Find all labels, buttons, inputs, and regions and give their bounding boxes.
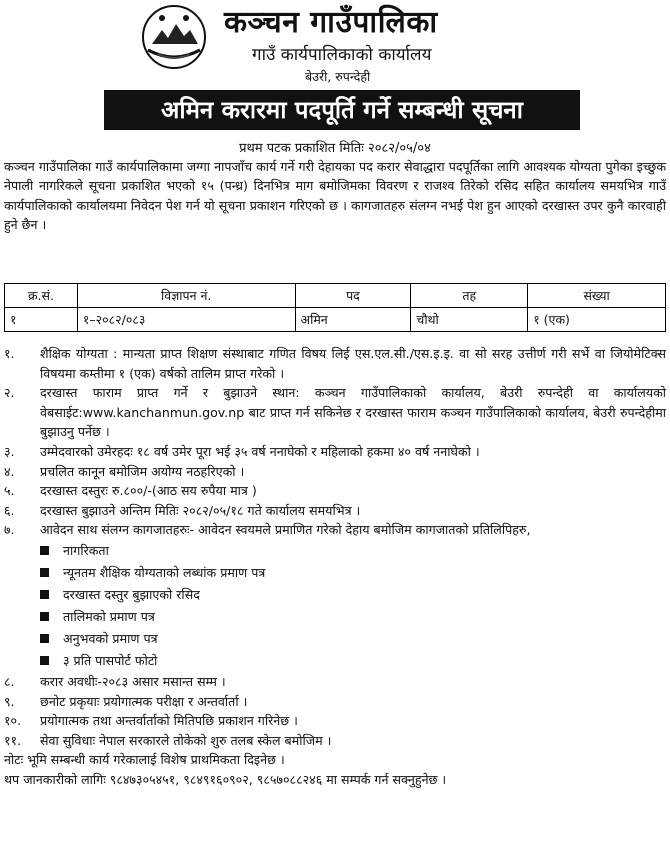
item-number: ११. xyxy=(4,732,22,748)
municipality-title: कञ्चन गाउँपालिका xyxy=(224,5,438,40)
vacancy-table xyxy=(4,283,666,332)
document-label: नागरिकता xyxy=(63,543,109,559)
note-line: नोटः भूमि सम्बन्धी कार्य गरेकालाई विशेष प्राथमिकता दिइनेछ । xyxy=(4,752,285,768)
col-level: तह xyxy=(411,284,528,308)
item-number: १. xyxy=(4,346,15,361)
square-bullet-icon xyxy=(40,568,49,577)
contact-line: थप जानकारीको लागिः ९८४७३०५४५१, ९८४९१६०९०२, ९८५७०८८२४६ मा सम्पर्क गर्न सक्नुहुनेछ । xyxy=(4,771,447,787)
document-item xyxy=(40,628,666,650)
item-text: दरखास्त फाराम प्राप्त गर्ने र बुझाउने स्थान: कञ्चन गाउँपालिकाको कार्यालय, बेउरी रुपन्देही वा कार्यालयको वेबसाईट:www.kanchanmun.gov.np बाट प्राप्त गर्न सकिनेछ र दरखास्त फाराम कञ्चन गाउँपालिकाको कार्यालय, बेउरी रुपन्देहीमा बुझाउनु पर्नेछ । xyxy=(40,385,666,440)
item-number: ६. xyxy=(4,502,15,518)
item-text: उम्मेदवारको उमेरहदः १८ वर्ष उमेर पूरा भई ३५ वर्ष ननाघेको र महिलाको हकमा ४० वर्ष ननाघेको । xyxy=(40,443,480,459)
document-label: दरखास्त दस्तुर बुझाएको रसिद xyxy=(63,587,200,603)
requirements-list xyxy=(4,344,666,790)
square-bullet-icon xyxy=(40,546,49,555)
cell-ad-number: १–२०८२/०८३ xyxy=(77,308,295,332)
document-label: तालिमको प्रमाण पत्र xyxy=(63,609,155,625)
list-item xyxy=(4,672,666,692)
document-label: ३ प्रति पासपोर्ट फोटो xyxy=(63,653,158,669)
col-serial: क्र.सं. xyxy=(5,284,78,308)
item-number: १०. xyxy=(4,713,22,729)
col-ad-number: विज्ञापन नं. xyxy=(77,284,295,308)
publication-date: प्रथम पटक प्रकाशित मितिः २०८२/०५/०४ xyxy=(239,141,431,156)
document-item xyxy=(40,650,666,672)
square-bullet-icon xyxy=(40,634,49,643)
item-number: ७. xyxy=(4,522,15,538)
document-item xyxy=(40,606,666,628)
item-text: प्रयोगात्मक तथा अन्तर्वार्ताको मितिपछि प्रकाशन गरिनेछ । xyxy=(40,713,298,729)
list-item xyxy=(4,711,666,731)
cell-post: अमिन xyxy=(295,308,411,332)
col-count: संख्या xyxy=(528,284,666,308)
square-bullet-icon xyxy=(40,656,49,665)
list-item xyxy=(4,520,666,540)
list-item xyxy=(4,731,666,751)
square-bullet-icon xyxy=(40,612,49,621)
notice-title-banner: अमिन करारमा पदपूर्ति गर्ने सम्बन्धी सूचना xyxy=(104,90,580,130)
item-text: सेवा सुविधाः नेपाल सरकारले तोकेको शुरु तलब स्केल बमोजिम । xyxy=(40,732,332,748)
list-item xyxy=(4,442,666,462)
document-item xyxy=(40,562,666,584)
table-header-row xyxy=(5,284,666,308)
office-location: बेउरी, रुपन्देही xyxy=(305,69,371,84)
cell-serial: १ xyxy=(5,308,78,332)
item-number: ३. xyxy=(4,443,15,459)
item-number: ९. xyxy=(4,693,15,709)
item-text: आवेदन साथ संलग्न कागजातहरुः- आवेदन स्वयमले प्रमाणित गरेको देहाय बमोजिम कागजातको प्रतिलिपिहरु, xyxy=(40,522,531,538)
item-number: ५. xyxy=(4,483,15,499)
item-text: प्रचलित कानून बमोजिम अयोग्य नठहरिएको । xyxy=(40,463,245,479)
list-item xyxy=(4,692,666,712)
list-item xyxy=(4,501,666,521)
table-row xyxy=(5,308,666,332)
office-subtitle: गाउँ कार्यपालिकाको कार्यालय xyxy=(252,45,432,65)
intro-paragraph: कञ्चन गाउँपालिका गाउँ कार्यपालिकामा जग्गा नापजाँच कार्य गर्ने गरी देहायका पद करार सेवाद्धारा पदपूर्तिका लागि आवश्यक योग्यता पुगेका इच्छुक नेपाली नागरिकले सूचना प्रकाशित भएको १५ (पन्ध्र) दिनभित्र माग बमोजिमका विवरण र राजश्व तिरेको रसिद सहित कार्यालय समयभित्र गाउँ कार्यपालिकाको कार्यालयमा निवेदन पेश गर्न यो सूचना प्रकाशन गरिएको छ । कागजातहरु संलग्न नभई पेश हुन आएको दरखास्त उपर कुनै कारवाही हुने छैन । xyxy=(4,159,666,233)
list-item xyxy=(4,344,666,383)
document-checklist xyxy=(40,540,666,672)
list-item xyxy=(4,383,666,442)
item-number: ८. xyxy=(4,673,15,689)
col-post: पद xyxy=(295,284,411,308)
document-item xyxy=(40,540,666,562)
cell-level: चौथो xyxy=(411,308,528,332)
item-text: दरखास्त बुझाउने अन्तिम मितिः २०८२/०५/१८ गते कार्यालय समयभित्र । xyxy=(40,502,361,518)
document-label: अनुभवको प्रमाण पत्र xyxy=(63,631,158,647)
document-item xyxy=(40,584,666,606)
list-item xyxy=(4,462,666,482)
item-text: छनोट प्रकृयाः प्रयोगात्मक परीक्षा र अन्तर्वार्ता । xyxy=(40,693,248,709)
nepal-emblem-icon xyxy=(138,4,210,70)
item-number: ४. xyxy=(4,463,15,479)
item-text: दरखास्त दस्तुरः रु.८००/-(आठ सय रुपैया मात्र ) xyxy=(40,483,257,499)
item-number: २. xyxy=(4,385,15,401)
document-label: न्यूनतम शैक्षिक योग्यताको लब्धांक प्रमाण पत्र xyxy=(63,565,266,581)
list-item xyxy=(4,481,666,501)
square-bullet-icon xyxy=(40,590,49,599)
cell-count: १ (एक) xyxy=(528,308,666,332)
item-text: करार अवधीः-२०८३ असार मसान्त सम्म । xyxy=(40,673,226,689)
item-text: शैक्षिक योग्यता : मान्यता प्राप्त शिक्षण संस्थाबाट गणित विषय लिई एस.एल.सी./एस.इ.इ. वा सो सरह उत्तीर्ण गरी सर्भे वा जियोमेटिक्स विषयमा कम्तीमा १ (एक) वर्षको तालिम प्राप्त गरेको । xyxy=(40,346,666,381)
